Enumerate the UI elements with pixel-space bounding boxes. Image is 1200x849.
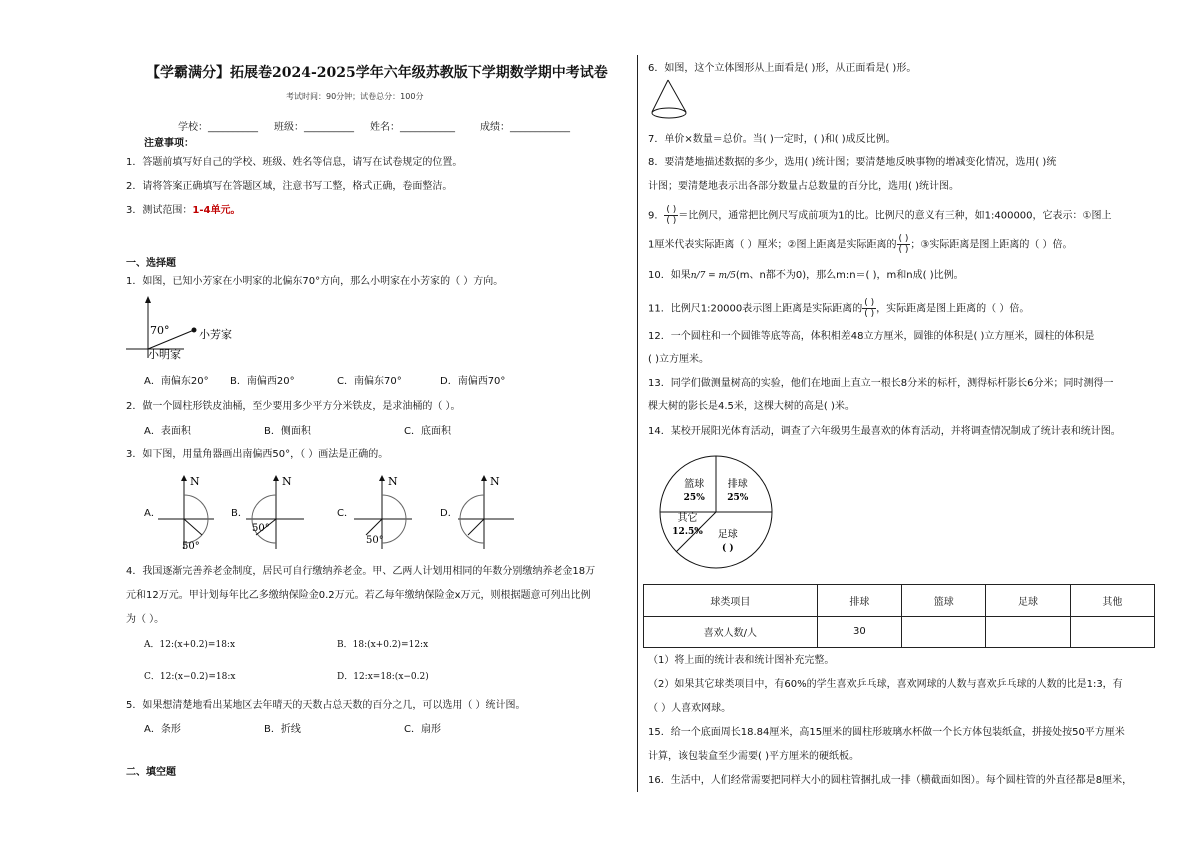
scope-label: 3．测试范围：	[126, 205, 193, 216]
angle-label: 50°	[252, 523, 270, 534]
angle-label: 50°	[366, 535, 384, 546]
q4-text: 元和12万元。甲计划每年比乙多缴纳保险金0.2万元。若乙每年缴纳保险金x万元，则根据题意可列出比例	[126, 590, 591, 601]
q15-text: 计算，该包装盒至少需要( )平方厘米的硬纸板。	[648, 751, 859, 762]
field-school[interactable]: 学校：__________	[178, 122, 258, 133]
angle-label: 50°	[182, 541, 200, 551]
note-item: 1．答题前填写好自己的学校、班级、姓名等信息，请写在试卷规定的位置。	[126, 157, 463, 168]
table-header-cell: 足球	[986, 585, 1070, 617]
table-header-cell: 篮球	[902, 585, 986, 617]
q14-sub2: （ ）人喜欢网球。	[648, 703, 732, 714]
pie-chart	[654, 452, 784, 576]
point-xiaofang	[192, 328, 197, 333]
north-arrow	[145, 296, 151, 303]
q5-text: 5．如果想清楚地看出某地区去年晴天的天数占总天数的百分之几，可以选用（ ）统计图。	[126, 700, 526, 711]
q1-option[interactable]: B．南偏西20°	[230, 376, 295, 387]
protractor-figure-c	[352, 473, 416, 551]
north-label: N	[490, 475, 500, 488]
q4-option[interactable]: B．18:(x+0.2)=12:x	[337, 640, 429, 650]
protractor-figure-a	[156, 473, 220, 551]
table-row	[644, 616, 1155, 648]
table-header-cell: 排球	[817, 585, 901, 617]
q3-option-a[interactable]: A．	[144, 508, 161, 519]
q13-text: 棵大树的影长是4.5米，这棵大树的高是( )米。	[648, 401, 855, 412]
q2-option[interactable]: C．底面积	[404, 426, 451, 437]
q8-text: 8．要清楚地描述数据的多少，选用( )统计图；要清楚地反映事物的增减变化情况，选用( )统	[648, 157, 1057, 168]
field-name[interactable]: 姓名：___________	[370, 122, 455, 133]
q13-text: 13．同学们做测量树高的实验，他们在地面上直立一根长8分米的标杆，测得标杆影长6分米；同时测得一	[648, 378, 1114, 389]
q4-option[interactable]: A．12:(x+0.2)=18:x	[144, 640, 236, 650]
q2-option[interactable]: B．侧面积	[264, 426, 311, 437]
table-cell[interactable]	[986, 616, 1070, 648]
q11-text: 11．比例尺1:20000表示图上距离是实际距离的 $\frac{( )}{( )}$，实际距离是图上距离的（ ）倍。	[648, 298, 1030, 319]
fraction-blank[interactable]: $\frac{( )}{( )}$	[864, 298, 875, 319]
protractor-figure-b	[244, 473, 308, 551]
section2-heading: 二、填空题	[126, 767, 176, 778]
q16-text: 16．生活中，人们经常需要把同样大小的圆柱管捆扎成一排（横截面如图）。每个圆柱管的外直径都是8厘米，	[648, 775, 1133, 786]
pie-slice-value: 25%	[727, 493, 749, 504]
q2-option[interactable]: A．表面积	[144, 426, 191, 437]
field-score[interactable]: 成绩：____________	[480, 122, 570, 133]
fraction-blank[interactable]: $\frac{( )}{( )}$	[898, 234, 909, 255]
note-item: 2．请将答案正确填写在答题区域，注意书写工整，格式正确，卷面整洁。	[126, 181, 453, 192]
q1-angle-label: 70°	[150, 324, 170, 337]
q1-label-xiaofang: 小芳家	[199, 328, 232, 341]
table-cell[interactable]	[902, 616, 986, 648]
q3-option-b[interactable]: B．	[231, 508, 248, 519]
q9-line1: 9． $\frac{( )}{( )}=$比例尺，通常把比例尺写成前项为1的比。比例尺的意义有三种，如1:400000，它表示：①图上	[648, 205, 1112, 226]
field-class[interactable]: 班级：__________	[274, 122, 354, 133]
pie-slice-value: 25%	[683, 493, 705, 504]
q14-sub2: （2）如果其它球类项目中，有60%的学生喜欢乒乓球，喜欢网球的人数与喜欢乒乓球的人数的比是1:3，有	[648, 679, 1123, 690]
exam-info: 考试时间：90分钟；试卷总分：100分	[286, 92, 424, 101]
table-header-row	[644, 585, 1155, 617]
pie-slice-value: ( )	[721, 543, 734, 554]
north-label: N	[282, 475, 292, 488]
protractor-figure-d	[456, 473, 520, 551]
q5-option[interactable]: B．折线	[264, 724, 301, 735]
pie-slice-value: 12.5%	[672, 526, 703, 537]
q2-text: 2．做一个圆柱形铁皮油桶，至少要用多少平方分米铁皮，是求油桶的（ ）。	[126, 401, 461, 412]
north-label: N	[388, 475, 398, 488]
scope-value: 1-4单元。	[192, 205, 241, 216]
q3-option-c[interactable]: C．	[337, 508, 354, 519]
q1-option[interactable]: C．南偏东70°	[337, 376, 402, 387]
q15-text: 15．给一个底面周长18.84厘米，高15厘米的圆柱形玻璃水杯做一个长方体包装纸盒，拼接处按50平方厘米	[648, 727, 1125, 738]
stats-table	[643, 584, 1155, 648]
q4-option[interactable]: D．12:x=18:(x−0.2)	[337, 672, 429, 682]
notes-heading: 注意事项：	[144, 138, 194, 149]
table-header-cell: 其他	[1070, 585, 1154, 617]
pie-slice-label: 其它	[677, 512, 698, 524]
table-cell[interactable]	[1070, 616, 1154, 648]
column-divider	[637, 55, 638, 792]
q14-sub1: （1）将上面的统计表和统计图补充完整。	[648, 655, 835, 666]
q10-text: 10．如果n/7 = m/5(m、n都不为0)，那么m:n＝( )，m和n成( )比例。	[648, 270, 964, 281]
q1-label-xiaoming: 小明家	[148, 348, 181, 361]
q4-option[interactable]: C．12:(x−0.2)=18:x	[144, 672, 236, 682]
q5-option[interactable]: A．条形	[144, 724, 181, 735]
q1-option[interactable]: D．南偏西70°	[440, 376, 506, 387]
pie-slice-label: 篮球	[684, 479, 705, 491]
table-header-cell: 球类项目	[644, 585, 818, 617]
q5-option[interactable]: C．扇形	[404, 724, 441, 735]
fraction-blank[interactable]: $\frac{( )}{( )}$	[666, 205, 677, 226]
q6-text: 6．如图，这个立体图形从上面看是( )形，从正面看是( )形。	[648, 63, 917, 74]
q12-text: 12．一个圆柱和一个圆锥等底等高，体积相差48立方厘米，圆锥的体积是( )立方厘米，圆柱的体积是	[648, 331, 1095, 342]
north-label: N	[190, 475, 200, 488]
q12-text: ( )立方厘米。	[648, 354, 709, 365]
pie-slice-label: 排球	[727, 479, 748, 491]
q4-text: 4．我国逐渐完善养老金制度，居民可自行缴纳养老金。甲、乙两人计划用相同的年数分别缴纳养老金18万	[126, 566, 596, 577]
note-item	[126, 205, 240, 217]
q10-equation: n/7 = m/5	[690, 271, 736, 281]
q8-text: 计图；要清楚地表示出各部分数量占总数量的百分比，选用( )统计图。	[648, 181, 959, 192]
q3-option-d[interactable]: D．	[440, 508, 458, 519]
table-cell[interactable]: 30	[817, 616, 901, 648]
section1-heading: 一、选择题	[126, 258, 176, 269]
q3-text: 3．如下图，用量角器画出南偏西50°，（ ）画法是正确的。	[126, 449, 389, 460]
q9-line2: 1厘米代表实际距离（ ）厘米；②图上距离是实际距离的 $\frac{( )}{( )}$；③实际距离是图上距离的（ ）倍。	[648, 234, 1073, 255]
q7-text: 7．单价×数量＝总价。当( )一定时，( )和( )成反比例。	[648, 134, 896, 145]
cone-figure	[648, 78, 692, 122]
exam-title: 【学霸满分】拓展卷2024-2025学年六年级苏教版下学期数学期中考试卷	[146, 65, 608, 81]
q1-text: 1．如图，已知小芳家在小明家的北偏东70°方向，那么小明家在小芳家的（ ）方向。	[126, 276, 504, 287]
q1-direction-figure	[124, 296, 254, 362]
q14-text: 14．某校开展阳光体育活动，调查了六年级男生最喜欢的体育活动，并将调查情况制成了统计表和统计图。	[648, 426, 1121, 437]
q1-option[interactable]: A．南偏东20°	[144, 376, 209, 387]
pie-slice-label: 足球	[717, 529, 738, 541]
table-row-label: 喜欢人数/人	[644, 616, 818, 648]
q4-text: 为（ ）。	[126, 614, 165, 625]
